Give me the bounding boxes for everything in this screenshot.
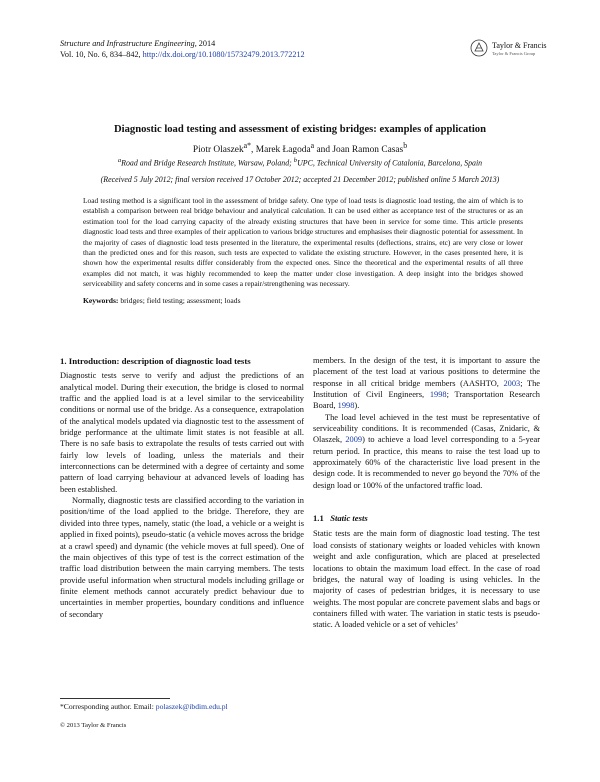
journal-name: Structure and Infrastructure Engineering — [60, 39, 195, 48]
doi-link[interactable]: http://dx.doi.org/10.1080/15732479.2013.772212 — [142, 50, 305, 59]
paragraph-1: Diagnostic tests serve to verify and adjust the predictions of an analytical model. During their execution, the bridge is closed to normal traffic and the applied load is at a level similar to the serviceability conditions or normal use of the bridge. As a consequence, extrapolation of the analytical models updated via diagnostic test to the assessment of bridge performance at the ultimate limit states is not feasible at all. There is no safe basis to extrapolate the results of tests carried out with fairly low levels of loading, unless the materials and their interconnections can be determined with a degree of certainty and some pattern of load carrying behaviour at advanced levels of loading has been established. — [60, 371, 304, 494]
keywords — [83, 296, 523, 305]
received-dates: (Received 5 July 2012; final version received 17 October 2012; accepted 21 December 2012; published online 5 March 2013) — [100, 175, 500, 184]
publisher-logo — [470, 39, 550, 63]
journal-header — [60, 38, 305, 60]
section-1-1-title: Static tests — [330, 513, 368, 524]
footnote-label: *Corresponding author. Email: — [60, 702, 156, 711]
author-2-affil: a — [310, 141, 315, 150]
paragraph-2: Normally, diagnostic tests are classified according to the variation in position/time of the load applied to the bridge. Therefore, they are divided into three types, namely, static (the load, a vehicle or a weight is applied in fixed points), pseudo-static (a vehicle moves across the bridge at a crawl speed) and dynamic (the vehicle moves at full speed). One of the main objectives of this type of test is the correct estimation of the traffic load distribution between the main carrying members. The tests provide useful information when structural models including grillage or finite element methods cannot accurately predict behaviour due to uncertainties in member properties, boundary conditions and influence of secondary — [60, 496, 304, 619]
publisher-logo-icon — [470, 39, 488, 57]
affil-b: UPC, Technical University of Catalonia, Barcelona, Spain — [297, 158, 483, 168]
affil-a-mark: a — [117, 157, 122, 164]
affil-a: Road and Bridge Research Institute, Warsaw, Poland; — [121, 158, 294, 168]
citation-casas[interactable]: 2009 — [345, 435, 363, 445]
keywords-label: Keywords: — [83, 296, 119, 305]
section-1-1-number: 1.1 — [313, 513, 324, 524]
section-1-1-heading — [313, 513, 540, 524]
keywords-list: bridges; field testing; assessment; loads — [118, 296, 241, 305]
publisher-name: Taylor & Francis — [492, 41, 547, 50]
left-column — [60, 356, 304, 620]
article-title: Diagnostic load testing and assessment of existing bridges: examples of application — [114, 124, 486, 135]
journal-year: , 2014 — [194, 39, 216, 48]
author-3: and Joan Ramon Casas — [314, 145, 404, 156]
paragraph-5: Static tests are the main form of diagnostic load testing. The test load consists of stationary weights or loaded vehicles with known weight and axle configuration, which are placed at preselected locations to obtain the maximum load effect. In the case of road bridges, the natural way of loading is using vehicles. In the majority of cases of pedestrian bridges, it is necessary to use weights. The most popular are concrete pavement slabs and bags or containers filled with water. The variation in static tests is pseudo-static. A loaded vehicle or a set of vehicles’ — [313, 529, 540, 630]
affil-b-mark: b — [293, 157, 298, 164]
footnote-divider — [60, 698, 170, 699]
author-2: , Marek Łagoda — [251, 145, 311, 156]
corresponding-mark: * — [247, 141, 252, 150]
author-1-affil: a — [243, 141, 248, 150]
paragraph-4: The load level achieved in the test must be representative of serviceability conditions. It is recommended (Casas, Znidaric, & Olaszek, 2009) to achieve a load level corresponding to a 5-year return period. In practice, this means to raise the test load up to approximately 60% of the characteristic live load present in the design code. It is recommended to never go beyond the 70% of the design load or 100% of the unfactored traffic load. — [313, 412, 540, 490]
affiliations — [40, 157, 560, 168]
right-column — [313, 355, 540, 631]
citation-aashto[interactable]: 2003 — [503, 378, 521, 388]
copyright: © 2013 Taylor & Francis — [60, 722, 127, 729]
author-email-link[interactable]: polaszek@ibdim.edu.pl — [155, 702, 228, 711]
paragraph-3: members. In the design of the test, it is important to assure the placement of the test load at various positions to determine the response in all critical bridge members (AASHTO, 2003; The Institution of Civil Engineers, 1998; Transportation Research Board, 1998). — [313, 356, 541, 411]
journal-volume: Vol. 10, No. 6, 834–842, — [60, 50, 143, 59]
author-list — [40, 141, 560, 155]
publisher-tagline: Taylor & Francis Group — [492, 51, 536, 56]
author-1: Piotr Olaszek — [192, 145, 244, 156]
footnote — [60, 702, 228, 711]
section-1-heading: 1. Introduction: description of diagnostic load tests — [60, 356, 251, 366]
abstract: Load testing method is a significant tool in the assessment of bridge safety. One type of load tests is diagnostic load testing, the aim of which is to establish a comparison between real bridge behaviour and analytical calculation. It can be used either as acceptance test of the structures or as an estimation tool for the load carrying capacity of the already existing structures that have been in service for some time. This article presents diagnostic load tests and three examples of their application to various bridge structures and emphasises their diagnostic potential for assessment. In the majority of cases of diagnostic load tests presented in the literature, the experimental results (deflections, strains, etc) are very close or lower than the predicted ones and for this reason, such tests are expected to validate the existing structure. However, in the cases presented here, it is shown how the experimental results differ considerably from the expected ones. Since the theoretical and the experimental results of all three examples did not match, it was highly recommended to keep the matter under close investigation. A deep insight into the bridges showed serviceability and safety concerns and in some cases a repair/strengthening was necessary. — [83, 196, 523, 289]
citation-trb[interactable]: 1998 — [337, 401, 355, 411]
author-3-affil: b — [403, 141, 408, 150]
citation-ice[interactable]: 1998 — [429, 390, 447, 400]
